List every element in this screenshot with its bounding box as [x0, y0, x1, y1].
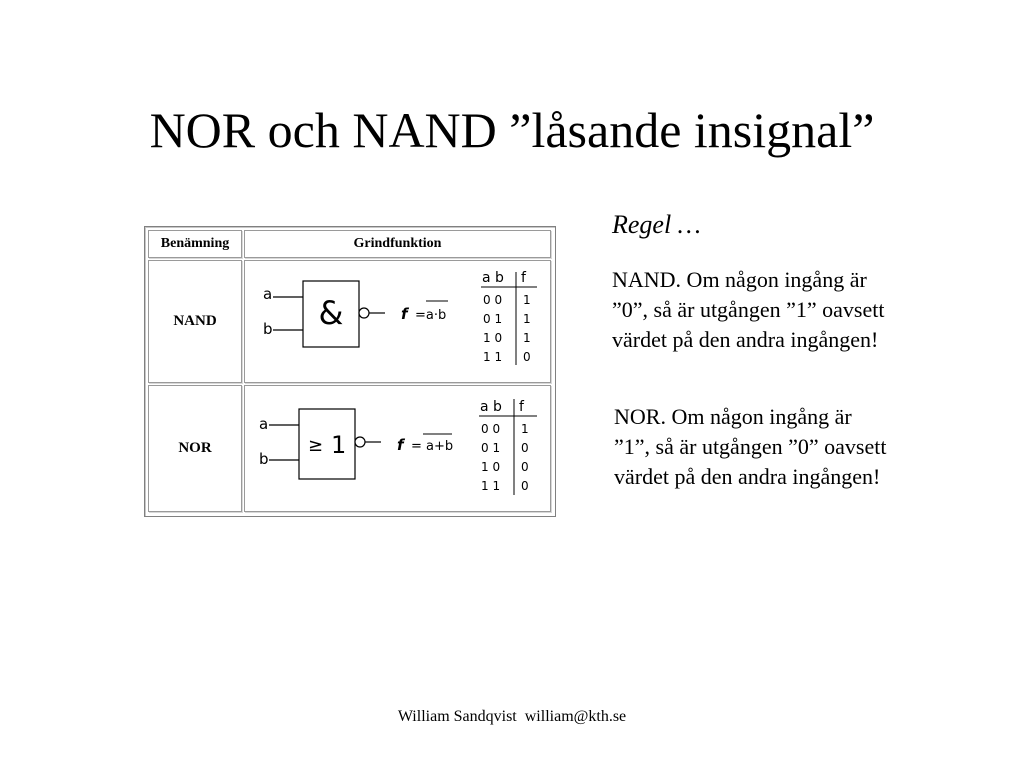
footer-author: William Sandqvist william@kth.se — [397, 708, 627, 725]
nor-tt-row-in: 1 1 — [481, 479, 501, 493]
nand-tt-row-in: 0 1 — [483, 312, 503, 326]
header-name: Benämning — [148, 230, 242, 258]
nand-ampersand-symbol: & — [318, 294, 344, 332]
nor-formula-f: f — [397, 436, 404, 454]
nor-tt-head-f: f — [519, 399, 524, 415]
nor-tt-row-out: 0 — [521, 479, 529, 493]
rule-title: Regel … — [612, 210, 701, 239]
nor-rule-line: NOR. Om någon ingång är — [614, 404, 852, 429]
slide-title: NOR och NAND ”låsande insignal” — [149, 102, 875, 158]
nor-input-a: a — [259, 415, 269, 433]
nand-formula-rhs: =a·b — [415, 308, 447, 323]
nand-rule-line: NAND. Om någon ingång är — [612, 267, 867, 292]
nor-tt-row-out: 1 — [521, 422, 529, 436]
nand-tt-row-out: 0 — [523, 350, 531, 364]
nand-tt-head-ab: a b — [482, 270, 504, 286]
nand-tt-row-out: 1 — [523, 331, 531, 345]
nand-tt-head-f: f — [521, 270, 526, 286]
header-function: Grindfunktion — [244, 230, 551, 258]
nor-tt-row-in: 0 0 — [481, 422, 501, 436]
nor-tt-row-in: 0 1 — [481, 441, 501, 455]
nor-input-b: b — [259, 450, 269, 468]
nand-rule — [612, 265, 884, 355]
nor-tt-row-out: 0 — [521, 460, 529, 474]
nand-tt-row-out: 1 — [523, 312, 531, 326]
nor-tt-head-ab: a b — [480, 399, 502, 415]
gate-name-nor: NOR — [148, 385, 242, 512]
nand-input-b: b — [263, 320, 273, 338]
nand-gate-symbol — [273, 281, 385, 347]
nand-tt-row-in: 1 1 — [483, 350, 503, 364]
nand-tt-row-out: 1 — [523, 293, 531, 307]
nor-formula-rhs: = a+b — [411, 439, 454, 454]
nor-tt-row-in: 1 0 — [481, 460, 501, 474]
nor-ge-symbol: ≥ — [308, 435, 324, 456]
nand-formula-f: f — [401, 305, 408, 323]
nor-one-symbol: 1 — [331, 431, 347, 459]
nor-gate-symbol — [269, 409, 381, 479]
gate-function-table — [144, 226, 556, 517]
nand-tt-row-in: 1 0 — [483, 331, 503, 345]
nand-rule-line: värdet på den andra ingången! — [612, 327, 879, 352]
nand-tt-row-in: 0 0 — [483, 293, 503, 307]
gate-diagrams — [145, 227, 555, 516]
nor-tt-row-out: 0 — [521, 441, 529, 455]
gate-name-nand: NAND — [148, 260, 242, 383]
nor-rule-line: värdet på den andra ingången! — [614, 464, 881, 489]
nand-rule-line: ”0”, så är utgången ”1” oavsett — [612, 297, 885, 322]
nor-rule-line: ”1”, så är utgången ”0” oavsett — [614, 434, 887, 459]
nand-input-a: a — [263, 285, 273, 303]
nor-rule — [614, 402, 886, 492]
